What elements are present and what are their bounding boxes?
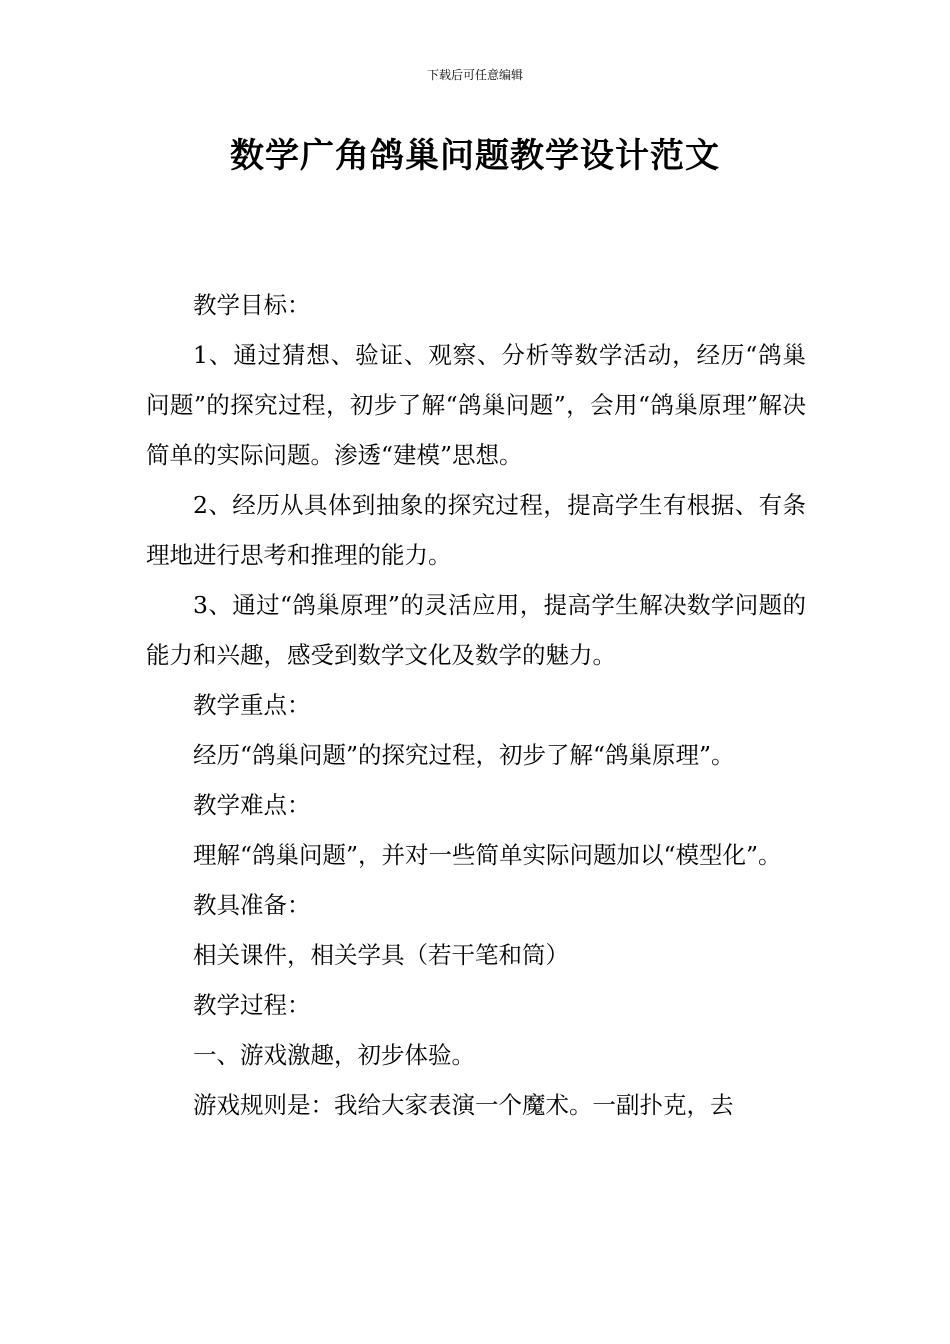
heading-key-points: 教学重点：: [193, 691, 311, 719]
heading-difficulties: 教学难点：: [193, 791, 311, 819]
materials-text: 相关课件，相关学具（若干笔和筒）: [193, 941, 569, 969]
objective-3: 3、通过“鸽巢原理”的灵活应用，提高学生解决数学问题的能力和兴趣，感受到数学文化及数学的魅力。: [146, 591, 806, 669]
process-step-1: 一、游戏激趣，初步体验。: [193, 1041, 475, 1069]
heading-process: 教学过程：: [193, 991, 311, 1019]
heading-materials: 教具准备：: [193, 891, 311, 919]
difficulties-text: 理解“鸽巢问题”，并对一些简单实际问题加以“模型化”。: [193, 841, 782, 869]
key-points-text: 经历“鸽巢问题”的探究过程，初步了解“鸽巢原理”。: [193, 741, 735, 769]
heading-objectives: 教学目标：: [193, 291, 311, 319]
document-title: 数学广角鸽巢问题教学设计范文: [230, 136, 720, 176]
document-body: [146, 280, 806, 1130]
objective-2: 2、经历从具体到抽象的探究过程，提高学生有根据、有条理地进行思考和推理的能力。: [146, 491, 806, 569]
objective-1: 1、通过猜想、验证、观察、分析等数学活动，经历“鸽巢问题”的探究过程，初步了解“鸽巢问题”，会用“鸽巢原理”解决简单的实际问题。渗透“建模”思想。: [146, 341, 806, 469]
header-note: 下载后可任意编辑: [426, 68, 523, 82]
game-rules-text: 游戏规则是：我给大家表演一个魔术。一副扑克，去: [193, 1091, 734, 1119]
